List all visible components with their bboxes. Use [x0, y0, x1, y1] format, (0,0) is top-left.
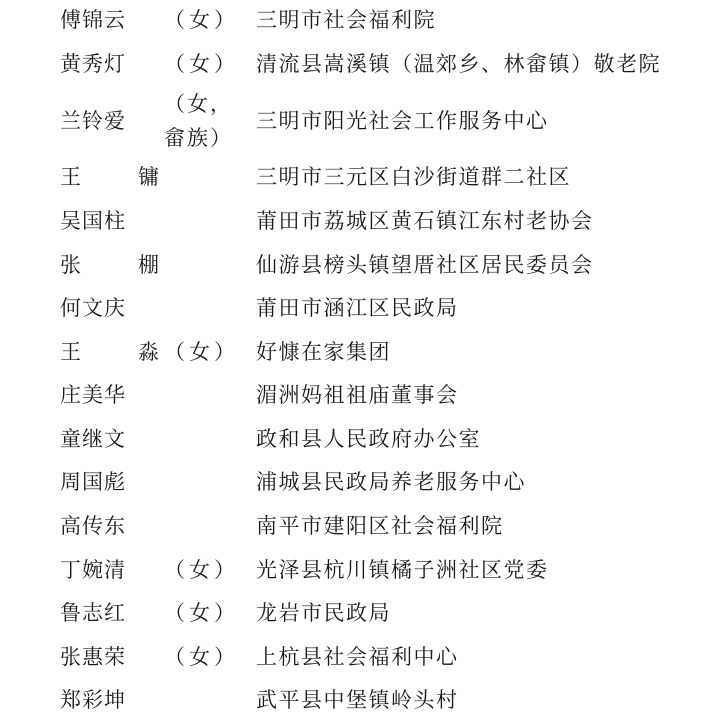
- organization: 武平县中堡镇岭头村: [256, 688, 459, 712]
- list-item: [0, 332, 721, 372]
- person-name: 王 淼: [60, 340, 177, 364]
- person-note: [164, 419, 226, 459]
- organization: 龙岩市民政局: [256, 601, 391, 625]
- list-item: [0, 375, 721, 415]
- person-name: 兰铃爱: [60, 109, 126, 133]
- organization: 仙游县榜头镇望厝社区居民委员会: [256, 253, 594, 277]
- person-note: （女）: [164, 601, 239, 625]
- list-item: [0, 44, 721, 84]
- person-name: 周国彪: [60, 470, 126, 494]
- list-item: [0, 593, 721, 633]
- list-item: [0, 84, 721, 158]
- list-item: [0, 462, 721, 502]
- person-note: [164, 680, 226, 720]
- organization: 湄洲妈祖祖庙董事会: [256, 383, 459, 407]
- person-name: 张 棚: [60, 253, 177, 277]
- list-item: [0, 201, 721, 241]
- organization: 上杭县社会福利中心: [256, 645, 459, 669]
- organization: 清流县嵩溪镇（温郊乡、林畲镇）敬老院: [256, 52, 661, 76]
- list-item: [0, 550, 721, 590]
- list-item: [0, 637, 721, 677]
- person-note: （女，畲族）: [164, 92, 233, 150]
- person-name: 郑彩坤: [60, 688, 126, 712]
- person-name: 王 镛: [60, 165, 177, 189]
- person-name: 张惠荣: [60, 645, 126, 669]
- person-name: 高传东: [60, 514, 126, 538]
- person-name: 庄美华: [60, 383, 126, 407]
- person-name: 童继文: [60, 427, 126, 451]
- person-name: 傅锦云: [60, 8, 126, 32]
- organization: 三明市阳光社会工作服务中心: [256, 109, 549, 133]
- organization: 三明市社会福利院: [256, 8, 436, 32]
- person-note: [164, 201, 226, 241]
- list-item: [0, 680, 721, 720]
- person-name: 鲁志红: [60, 601, 126, 625]
- list-item: [0, 157, 721, 197]
- person-note: [164, 245, 226, 285]
- person-note: [164, 157, 226, 197]
- organization: 政和县人民政府办公室: [256, 427, 481, 451]
- person-note: （女）: [164, 52, 239, 76]
- organization: 莆田市涵江区民政局: [256, 296, 459, 320]
- person-note: （女）: [164, 645, 239, 669]
- person-note: （女）: [164, 340, 239, 364]
- organization: 三明市三元区白沙街道群二社区: [256, 165, 571, 189]
- person-name: 丁婉清: [60, 558, 126, 582]
- person-note: [164, 506, 226, 546]
- list-item: [0, 288, 721, 328]
- organization: 好慷在家集团: [256, 340, 391, 364]
- organization: 莆田市荔城区黄石镇江东村老协会: [256, 209, 594, 233]
- person-note: [164, 462, 226, 502]
- person-name: 何文庆: [60, 296, 126, 320]
- person-note: （女）: [164, 558, 239, 582]
- person-name: 黄秀灯: [60, 52, 126, 76]
- person-note: [164, 288, 226, 328]
- list-item: [0, 419, 721, 459]
- person-name: 吴国柱: [60, 209, 126, 233]
- person-note: （女）: [164, 8, 239, 32]
- list-item: [0, 506, 721, 546]
- list-item: [0, 245, 721, 285]
- organization: 浦城县民政局养老服务中心: [256, 470, 526, 494]
- list-item: [0, 0, 721, 40]
- organization: 南平市建阳区社会福利院: [256, 514, 504, 538]
- person-note: [164, 375, 226, 415]
- organization: 光泽县杭川镇橘子洲社区党委: [256, 558, 549, 582]
